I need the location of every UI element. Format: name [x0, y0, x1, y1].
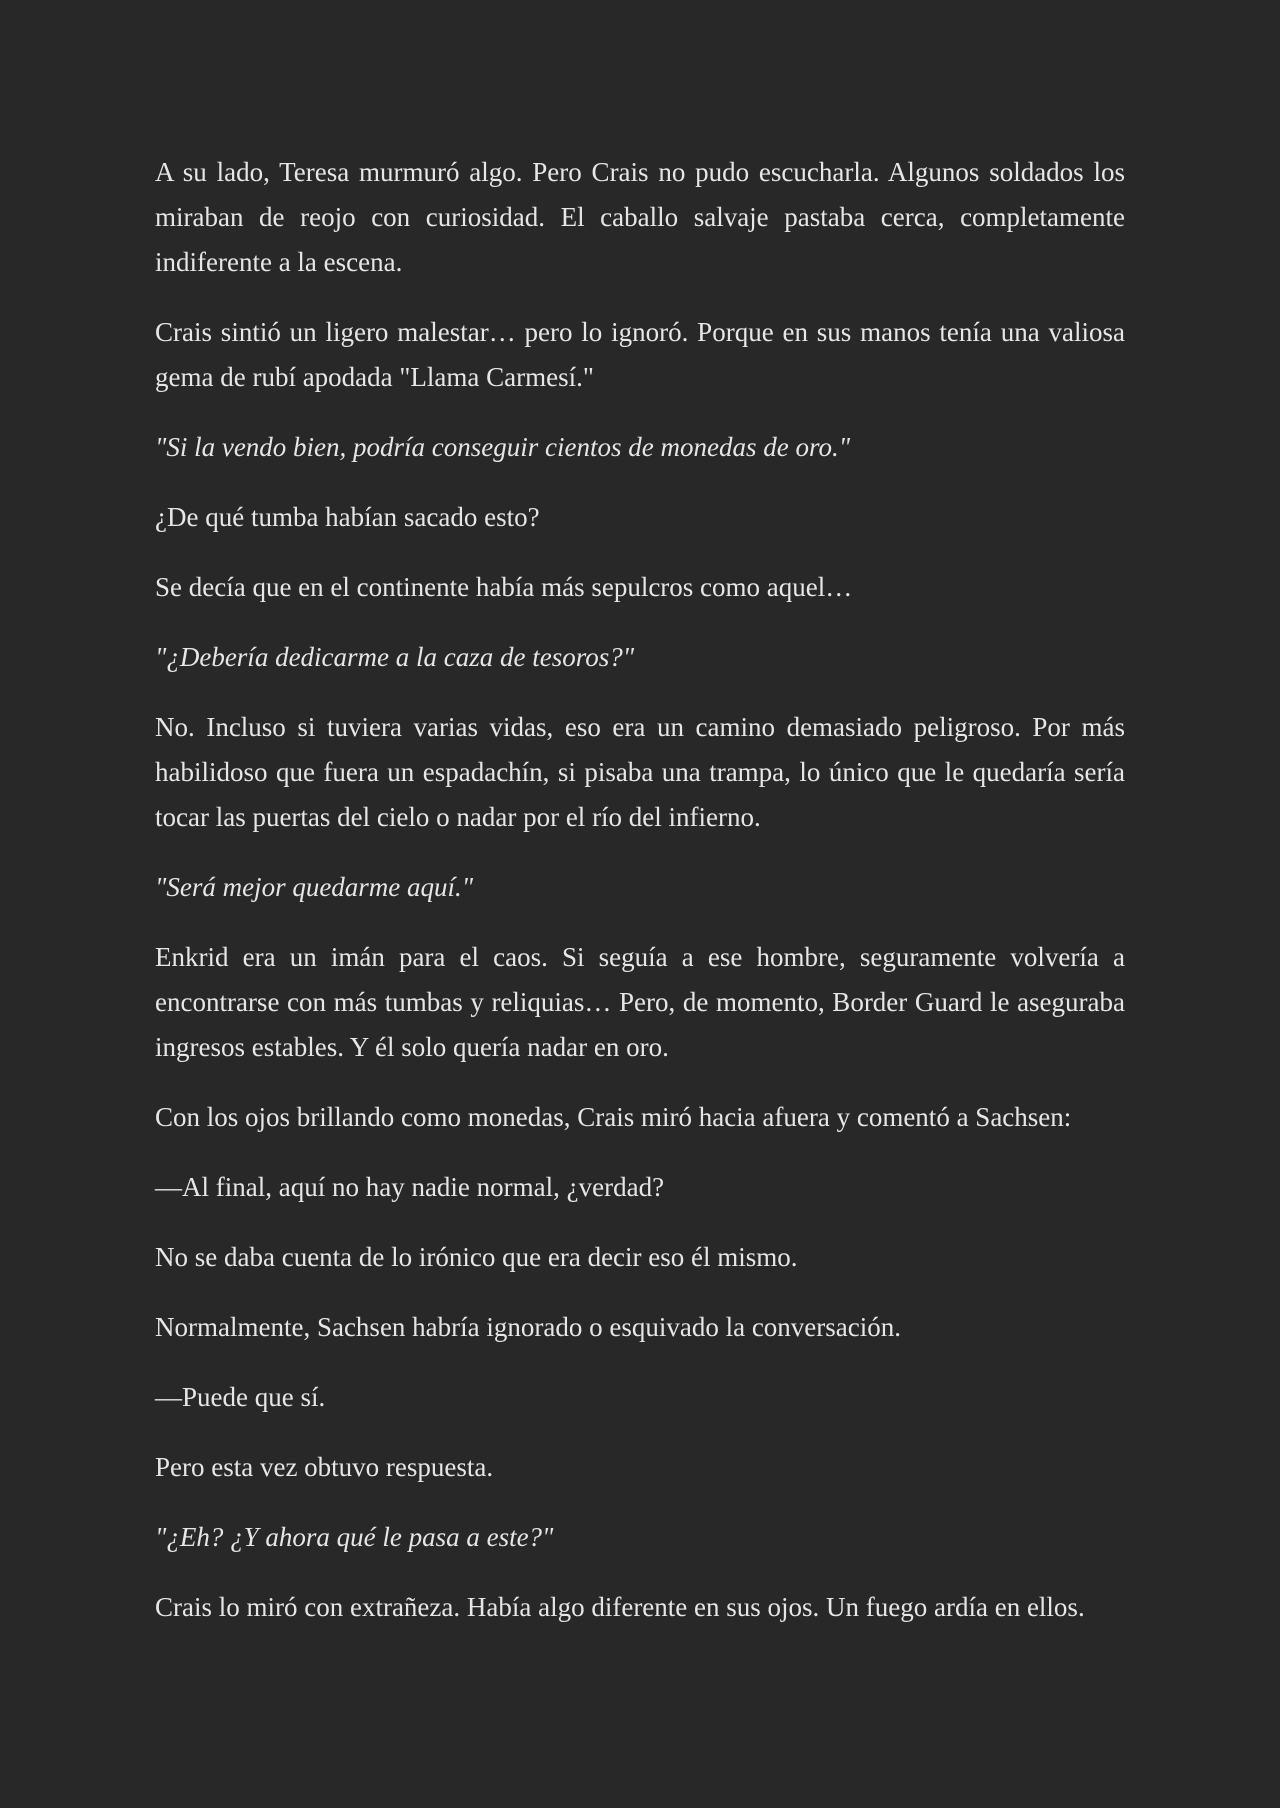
paragraph: Crais sintió un ligero malestar… pero lo ignoró. Porque en sus manos tenía una valiosa gema de rubí apodada "Llama Carmesí." [155, 317, 1125, 392]
paragraph: ¿De qué tumba habían sacado esto? [155, 502, 540, 532]
paragraph: "¿Debería dedicarme a la caza de tesoros?" [155, 642, 635, 672]
paragraph: No. Incluso si tuviera varias vidas, eso era un camino demasiado peligroso. Por más habilidoso que fuera un espadachín, si pisaba una trampa, lo único que le quedaría sería tocar las puertas del cielo o nadar por el río del infierno. [155, 712, 1125, 832]
paragraph: Se decía que en el continente había más sepulcros como aquel… [155, 572, 853, 602]
paragraph: "¿Eh? ¿Y ahora qué le pasa a este?" [155, 1522, 554, 1552]
paragraph: No se daba cuenta de lo irónico que era decir eso él mismo. [155, 1242, 798, 1272]
paragraph: Normalmente, Sachsen habría ignorado o esquivado la conversación. [155, 1312, 902, 1342]
paragraph: Crais lo miró con extrañeza. Había algo diferente en sus ojos. Un fuego ardía en ellos. [155, 1592, 1085, 1622]
paragraph: Pero esta vez obtuvo respuesta. [155, 1452, 494, 1482]
paragraph: "Si la vendo bien, podría conseguir cientos de monedas de oro." [155, 432, 851, 462]
paragraph: "Será mejor quedarme aquí." [155, 872, 474, 902]
paragraph: —Al final, aquí no hay nadie normal, ¿verdad? [155, 1172, 665, 1202]
paragraph: A su lado, Teresa murmuró algo. Pero Crais no pudo escucharla. Algunos soldados los miraban de reojo con curiosidad. El caballo salvaje pastaba cerca, completamente indiferente a la escena. [155, 157, 1125, 277]
paragraph: Enkrid era un imán para el caos. Si seguía a ese hombre, seguramente volvería a encontrarse con más tumbas y reliquias… Pero, de momento, Border Guard le aseguraba ingresos estables. Y él solo quería nadar en oro. [155, 942, 1125, 1062]
paragraph: —Puede que sí. [155, 1382, 326, 1412]
paragraph: Con los ojos brillando como monedas, Crais miró hacia afuera y comentó a Sachsen: [155, 1102, 1072, 1132]
